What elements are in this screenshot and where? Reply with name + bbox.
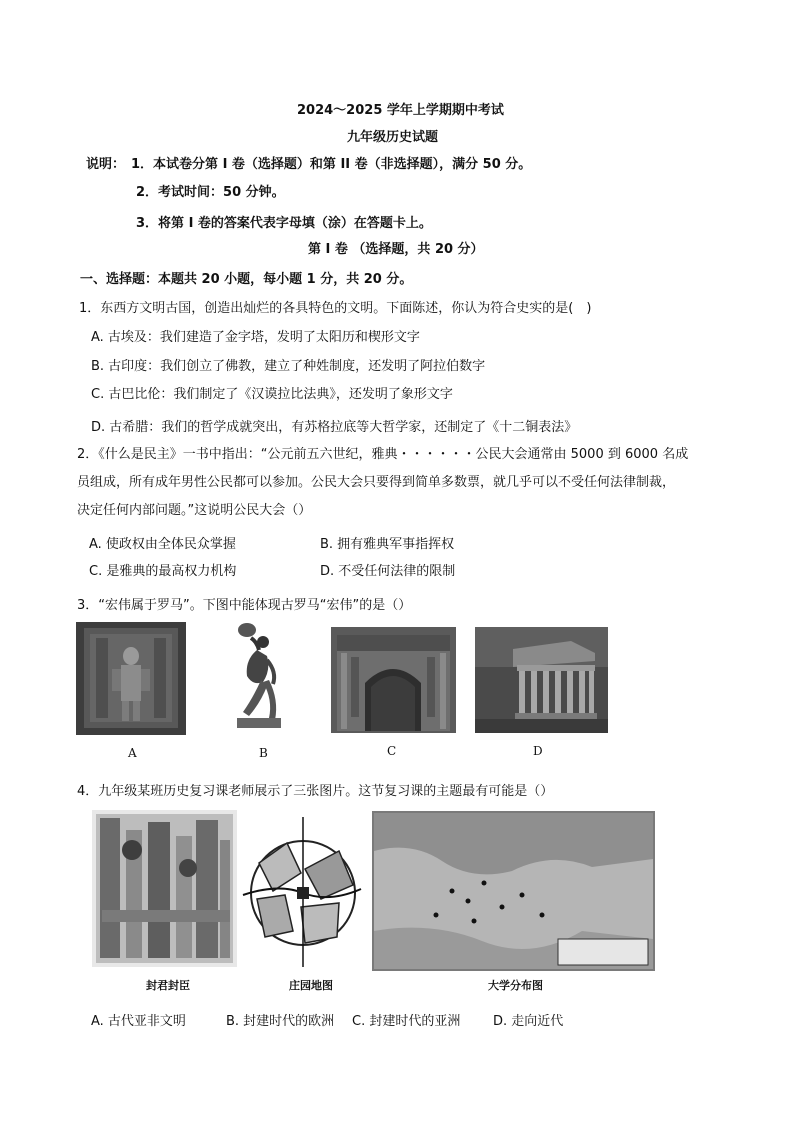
image-label: B xyxy=(259,746,268,760)
option-b[interactable]: B. 封建时代的欧洲 xyxy=(226,1014,335,1029)
temple-columns-icon xyxy=(475,627,608,733)
question-stem: 2．《什么是民主》一书中指出：“公元前五六世纪，雅典・・・・・・公民大会通常由 5000 到 6000 名成 xyxy=(77,447,689,462)
image-lord-vassal[interactable] xyxy=(92,810,237,967)
image-discus-thrower[interactable] xyxy=(223,620,293,733)
image-label: C xyxy=(387,744,397,758)
manor-map-icon xyxy=(239,807,363,971)
image-temple-columns[interactable] xyxy=(475,627,608,733)
image-caption: 封君封臣 xyxy=(146,979,190,992)
section-title: 第 I 卷 （选择题，共 20 分） xyxy=(308,242,484,257)
statue-relief-icon xyxy=(76,622,186,735)
question-stem: 员组成，所有成年男性公民都可以参加。公民大会只要得到简单多数票，就几乎可以不受任何法律制裁， xyxy=(77,475,676,490)
image-triumphal-arch[interactable] xyxy=(331,627,456,733)
option-a[interactable]: A. 古代亚非文明 xyxy=(91,1014,186,1029)
instruction-item: 1．本试卷分第 I 卷（选择题）和第 II 卷（非选择题），满分 50 分。 xyxy=(131,157,532,172)
option-d[interactable]: D. 走向近代 xyxy=(493,1014,564,1029)
option-a[interactable]: A. 古埃及：我们建造了金字塔，发明了太阳历和楔形文字 xyxy=(91,330,420,345)
image-university-map[interactable] xyxy=(372,811,655,971)
question-stem: 1．东西方文明古国，创造出灿烂的各具特色的文明。下面陈述，你认为符合史实的是( ) xyxy=(79,301,592,316)
triumphal-arch-icon xyxy=(331,627,456,733)
image-manor-map[interactable] xyxy=(239,807,363,971)
option-c[interactable]: C. 古巴比伦：我们制定了《汉谟拉比法典》，还发明了象形文字 xyxy=(91,387,453,402)
discus-thrower-icon xyxy=(223,620,293,733)
option-c[interactable]: C. 是雅典的最高权力机构 xyxy=(89,564,237,579)
exam-subtitle: 九年级历史试题 xyxy=(347,130,439,145)
image-caption: 大学分布图 xyxy=(488,979,543,992)
question-stem: 决定任何内部问题。”这说明公民大会（） xyxy=(77,503,312,518)
image-label: A xyxy=(128,746,137,760)
instruction-item: 2．考试时间：50 分钟。 xyxy=(136,185,285,200)
section-heading: 一、选择题：本题共 20 小题，每小题 1 分，共 20 分。 xyxy=(80,272,413,287)
option-d[interactable]: D. 不受任何法律的限制 xyxy=(320,564,456,579)
question-stem: 3．“宏伟属于罗马”。下图中能体现古罗马“宏伟”的是（） xyxy=(77,598,412,613)
option-b[interactable]: B. 古印度：我们创立了佛教，建立了种姓制度，还发明了阿拉伯数字 xyxy=(91,359,486,374)
exam-title: 2024～2025 学年上学期期中考试 xyxy=(297,103,504,118)
option-c[interactable]: C. 封建时代的亚洲 xyxy=(352,1014,461,1029)
image-statue-relief[interactable] xyxy=(76,622,186,735)
image-caption: 庄园地图 xyxy=(289,979,333,992)
instructions-label: 说明： xyxy=(86,157,126,172)
option-a[interactable]: A. 使政权由全体民众掌握 xyxy=(89,537,236,552)
lord-vassal-icon xyxy=(92,810,237,967)
instruction-item: 3．将第 I 卷的答案代表字母填（涂）在答题卡上。 xyxy=(136,216,432,231)
option-d[interactable]: D. 古希腊：我们的哲学成就突出，有苏格拉底等大哲学家，还制定了《十二铜表法》 xyxy=(91,420,578,435)
option-b[interactable]: B. 拥有雅典军事指挥权 xyxy=(320,537,455,552)
university-map-icon xyxy=(372,811,655,971)
image-label: D xyxy=(533,744,543,758)
question-stem: 4．九年级某班历史复习课老师展示了三张图片。这节复习课的主题最有可能是（） xyxy=(77,784,554,799)
